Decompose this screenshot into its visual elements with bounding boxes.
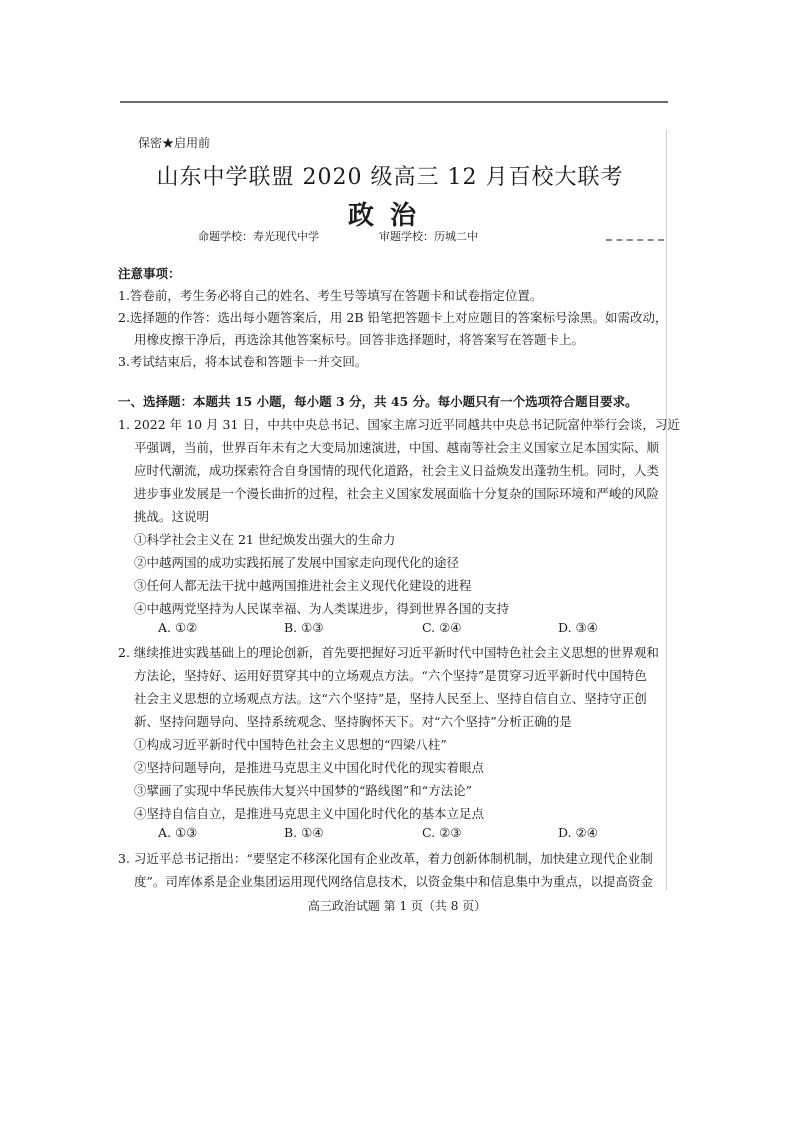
q1-statement: ①科学社会主义在 21 世纪焕发出强大的生命力 <box>134 532 396 547</box>
q3-stem-line: 度”。司库体系是企业集团运用现代网络信息技术，以资金集中和信息集中为重点，以提高资金 <box>134 874 653 889</box>
q2-stem-line: 新、坚持问题导向、坚持系统观念、坚持胸怀天下。对“六个坚持”分析正确的是 <box>134 714 572 729</box>
q1-statement: ③任何人都无法干扰中越两国推进社会主义现代化建设的进程 <box>134 578 472 593</box>
q2-options <box>158 825 628 843</box>
q1-option-c: C. ②④ <box>422 620 462 635</box>
q2-statement: ①构成习近平新时代中国特色社会主义思想的“四梁八柱” <box>134 737 447 752</box>
q1-stem-line: 平强调，当前，世界百年未有之大变局加速演进，中国、越南等社会主义国家立足本国实际、顺 <box>134 440 660 455</box>
secret-label: 保密★启用前 <box>138 136 211 150</box>
setter-school: 命题学校：寿光现代中学 <box>198 230 319 243</box>
q1-statement: ②中越两国的成功实践拓展了发展中国家走向现代化的途径 <box>134 555 460 570</box>
q2-statement: ②坚持问题导向，是推进马克思主义中国化时代化的现实着眼点 <box>134 760 485 775</box>
q1-option-b: B. ①③ <box>284 620 324 635</box>
right-margin-line <box>666 130 667 890</box>
q1-option-a: A. ①② <box>158 620 198 635</box>
q3-stem-line: 3. 习近平总书记指出：“要坚定不移深化国有企业改革，着力创新体制机制，加快建立现代企业制 <box>118 851 653 866</box>
q1-stem-line: 进步事业发展是一个漫长曲折的过程，社会主义国家发展面临十分复杂的国际环境和严峻的风险 <box>134 486 660 501</box>
q2-statement: ③擘画了实现中华民族伟大复兴中国梦的“路线图”和“方法论” <box>134 783 473 798</box>
section-heading: 一、选择题：本题共 15 小题，每小题 3 分，共 45 分。每小题只有一个选项符合题目要求。 <box>118 394 638 409</box>
q2-option-d: D. ②④ <box>558 825 598 840</box>
dashed-mark <box>606 239 664 241</box>
notes-heading: 注意事项： <box>118 266 181 281</box>
q2-option-a: A. ①③ <box>158 825 198 840</box>
page-footer: 高三政治试题 第 1 页（共 8 页） <box>307 899 487 913</box>
q2-stem-line: 社会主义思想的立场观点方法。这“六个坚持”是，坚持人民至上、坚持自信自立、坚持守正创 <box>134 691 647 706</box>
q1-statement: ④中越两党坚持为人民谋幸福、为人类谋进步，得到世界各国的支持 <box>134 601 510 616</box>
q2-option-c: C. ②③ <box>422 825 462 840</box>
reviewer-school: 审题学校：历城二中 <box>379 230 478 243</box>
subject-title: 政治 <box>347 201 432 231</box>
note-line: 2.选择题的作答：选出每小题答案后，用 2B 铅笔把答题卡上对应题目的答案标号涂黑。如需改动， <box>118 310 668 325</box>
exam-title: 山东中学联盟 2020 级高三 12 月百校大联考 <box>156 165 624 190</box>
q2-stem-line: 2. 继续推进实践基础上的理论创新，首先要把握好习近平新时代中国特色社会主义思想的世界观和 <box>118 645 659 660</box>
q2-statement: ④坚持自信自立，是推进马克思主义中国化时代化的基本立足点 <box>134 806 485 821</box>
q1-stem-line: 挑战。这说明 <box>134 509 210 524</box>
q1-option-d: D. ③④ <box>558 620 598 635</box>
q2-stem-line: 方法论，坚持好、运用好贯穿其中的立场观点方法。“六个坚持”是贯穿习近平新时代中国特色 <box>134 668 647 683</box>
school-info <box>198 228 478 244</box>
note-line: 用橡皮擦干净后，再选涂其他答案标号。回答非选择题时，将答案写在答题卡上。 <box>134 332 585 347</box>
note-line: 3.考试结束后，将本试卷和答题卡一并交回。 <box>118 354 368 369</box>
q1-stem-line: 应时代潮流，成功探索符合自身国情的现代化道路，社会主义日益焕发出蓬勃生机。同时，人类 <box>134 463 660 478</box>
q1-options <box>158 620 628 638</box>
q2-option-b: B. ①④ <box>284 825 324 840</box>
top-border-line <box>120 101 668 103</box>
note-line: 1.答卷前，考生务必将自己的姓名、考生号等填写在答题卡和试卷指定位置。 <box>118 288 543 303</box>
q1-stem-line: 1. 2022 年 10 月 31 日，中共中央总书记、国家主席习近平同越共中央总书记阮富仲举行会谈，习近 <box>118 417 680 432</box>
